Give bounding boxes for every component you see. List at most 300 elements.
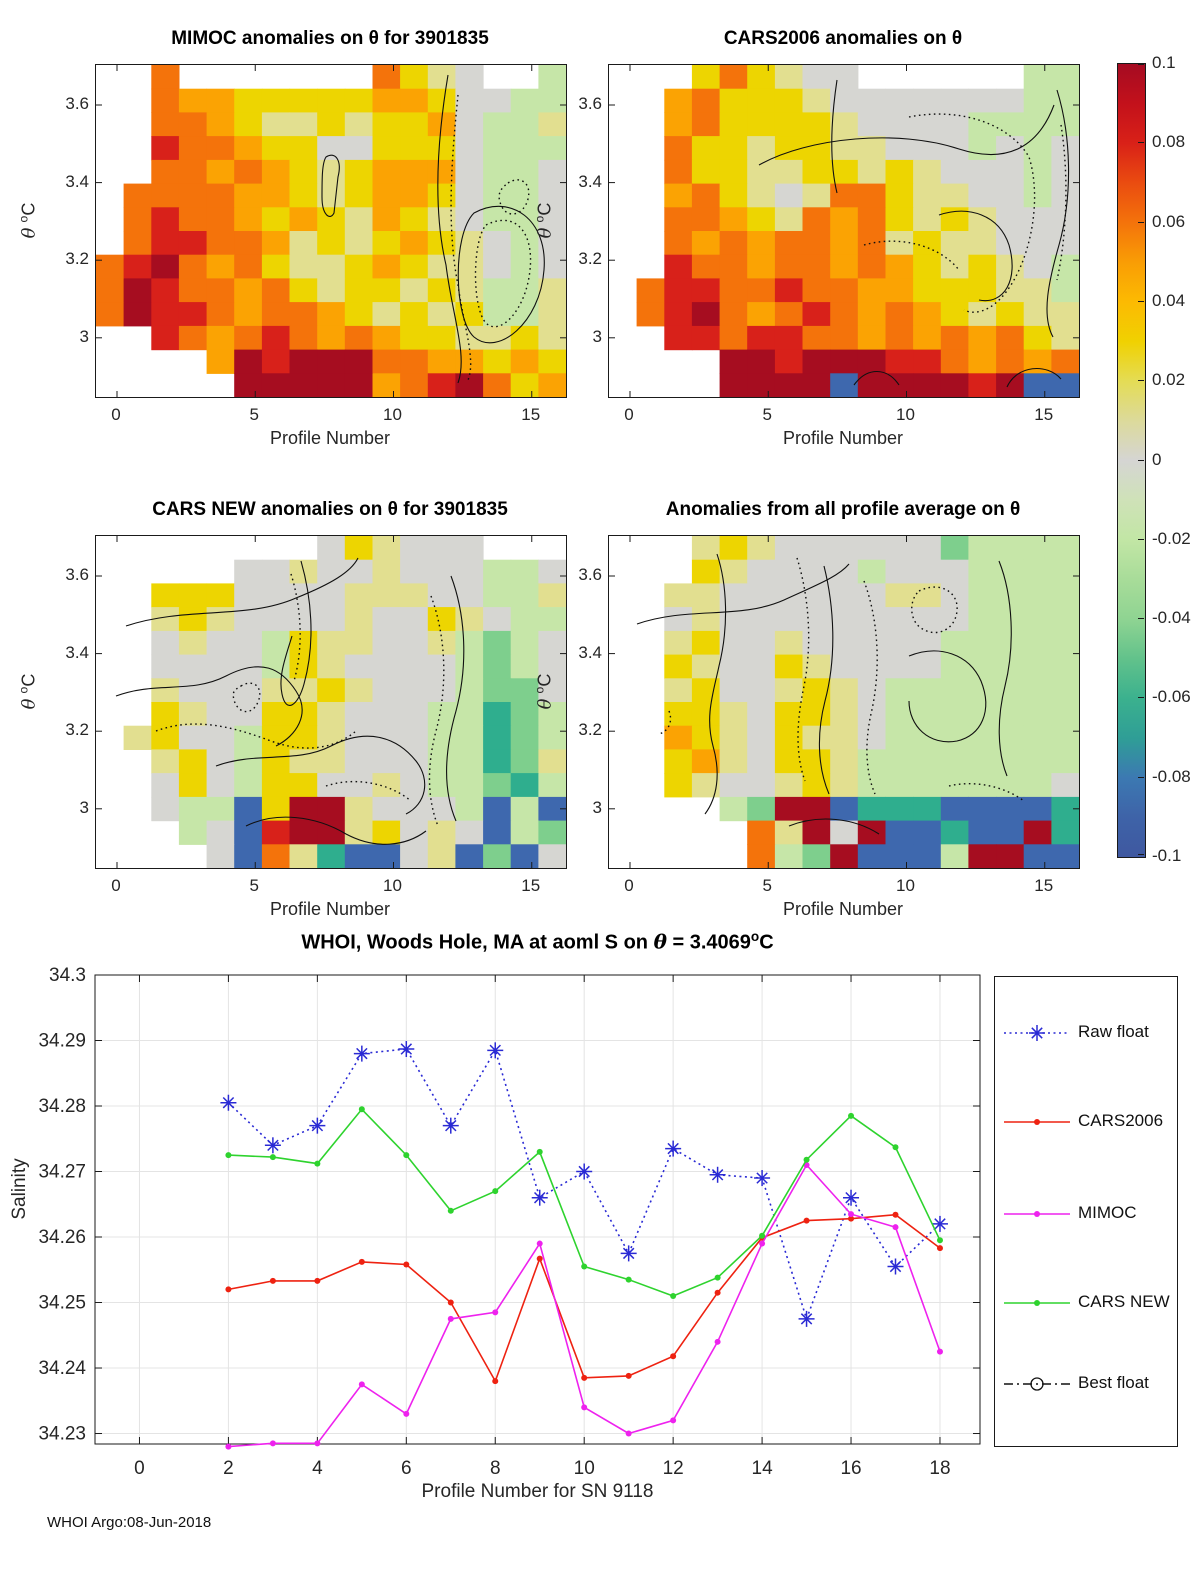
- heat-cell: [968, 631, 996, 655]
- heat-cell: [317, 655, 345, 679]
- heat-cell: [968, 231, 996, 255]
- heat-cell: [886, 350, 914, 374]
- heat-cell: [1051, 583, 1079, 607]
- heat-cell: [179, 607, 207, 631]
- heat-cell: [373, 184, 401, 208]
- heat-cell: [207, 655, 235, 679]
- heat-cell: [234, 184, 262, 208]
- heat-cell: [234, 726, 262, 750]
- heat-cell: [664, 89, 692, 113]
- heat-cell: [538, 350, 566, 374]
- heat-cell: [913, 278, 941, 302]
- heat-cell: [968, 536, 996, 560]
- heat-cell: [345, 702, 373, 726]
- heat-cell: [747, 112, 775, 136]
- heat-cell: [886, 583, 914, 607]
- marker-dot: [848, 1211, 854, 1217]
- heat-cell: [151, 207, 179, 231]
- heat-cell: [692, 255, 720, 279]
- heat-cell: [996, 160, 1024, 184]
- heat-cell: [317, 184, 345, 208]
- tick-label: 5: [249, 405, 259, 424]
- heat-cell: [373, 112, 401, 136]
- heat-cell: [373, 702, 401, 726]
- heat-cell: [400, 231, 428, 255]
- heat-cell: [455, 136, 483, 160]
- heat-cell: [455, 65, 483, 89]
- tick-label: 0.04: [1152, 290, 1186, 310]
- heat-cell: [262, 326, 290, 350]
- heat-cell: [400, 326, 428, 350]
- heat-cell: [720, 702, 748, 726]
- heat-cell: [747, 350, 775, 374]
- heat-cell: [234, 560, 262, 584]
- heat-cell: [400, 350, 428, 374]
- heat-cell: [373, 65, 401, 89]
- heat-cell: [747, 560, 775, 584]
- heat-cell: [428, 678, 456, 702]
- heat-cell: [775, 773, 803, 797]
- heat-cell: [913, 326, 941, 350]
- heat-cell: [511, 326, 539, 350]
- heat-cell: [151, 326, 179, 350]
- tick-label: 3.4: [65, 642, 89, 662]
- heat-cell: [968, 797, 996, 821]
- heat-cell: [262, 607, 290, 631]
- heat-cell: [455, 844, 483, 868]
- heat-cell: [455, 607, 483, 631]
- heat-cell: [538, 749, 566, 773]
- heat-cell: [151, 797, 179, 821]
- line-chart-title: WHOI, Woods Hole, MA at aoml S on $\theta = 3.4069^oC$: [301, 929, 774, 954]
- heat-cell: [179, 749, 207, 773]
- heat-cell: [968, 702, 996, 726]
- heat-cell: [234, 797, 262, 821]
- heat-cell: [400, 112, 428, 136]
- heat-cell: [373, 207, 401, 231]
- heat-cell: [207, 207, 235, 231]
- heat-cell: [886, 326, 914, 350]
- heat-cell: [968, 655, 996, 679]
- heat-cell: [511, 821, 539, 845]
- heat-cell: [428, 373, 456, 397]
- tick-label: 10: [896, 876, 915, 895]
- heat-cell: [996, 302, 1024, 326]
- x-tick-label: 10: [573, 1458, 595, 1479]
- tick-label: 0.1: [1152, 53, 1176, 72]
- heat-cell: [747, 536, 775, 560]
- tick-label: 3.2: [578, 720, 602, 740]
- heat-cell: [692, 607, 720, 631]
- heat-cell: [913, 255, 941, 279]
- heat-cell: [1051, 655, 1079, 679]
- panel-title-carsnew: CARS NEW anomalies on θ for 3901835: [152, 499, 508, 520]
- heat-cell: [373, 136, 401, 160]
- heat-cell: [483, 89, 511, 113]
- heat-cell: [373, 536, 401, 560]
- heat-cell: [207, 112, 235, 136]
- heat-cell: [373, 255, 401, 279]
- heat-cell: [886, 773, 914, 797]
- heat-cell: [830, 350, 858, 374]
- heat-cell: [373, 231, 401, 255]
- heat-cell: [830, 278, 858, 302]
- marker-dot: [626, 1373, 632, 1379]
- marker-dot: [492, 1378, 498, 1384]
- xlabel-profile-number-1: Profile Number: [269, 428, 391, 448]
- heat-cell: [858, 326, 886, 350]
- heat-cell: [803, 821, 831, 845]
- tick-label: -0.04: [1152, 608, 1191, 628]
- tick-label: 3.4: [578, 171, 602, 191]
- tick-label: 3.6: [578, 565, 602, 584]
- heat-cell: [941, 844, 969, 868]
- heat-cell: [400, 678, 428, 702]
- heat-cell: [290, 278, 318, 302]
- heat-cell: [775, 207, 803, 231]
- heat-cell: [664, 583, 692, 607]
- heat-cell: [775, 373, 803, 397]
- heat-cell: [1024, 207, 1052, 231]
- heat-cell: [1051, 773, 1079, 797]
- marker-dot: [715, 1275, 721, 1281]
- heat-cell: [858, 278, 886, 302]
- heat-cell: [886, 655, 914, 679]
- heat-cell: [345, 773, 373, 797]
- heat-cell: [345, 326, 373, 350]
- heat-cell: [1051, 678, 1079, 702]
- heat-cell: [1051, 821, 1079, 845]
- heat-cell: [262, 89, 290, 113]
- heat-cell: [262, 373, 290, 397]
- heat-cell: [234, 773, 262, 797]
- tick-label: 15: [521, 405, 541, 424]
- heat-cell: [692, 160, 720, 184]
- heat-cell: [483, 350, 511, 374]
- heat-cell: [830, 560, 858, 584]
- heat-cell: [483, 112, 511, 136]
- heat-cell: [803, 749, 831, 773]
- heat-cell: [179, 326, 207, 350]
- heat-cell: [830, 583, 858, 607]
- heat-cell: [913, 749, 941, 773]
- heat-cell: [720, 726, 748, 750]
- marker-asterisk: [446, 1120, 456, 1130]
- series-cars2006: [228, 1215, 940, 1381]
- legend-label-cars-new: CARS NEW: [1078, 1292, 1170, 1311]
- heat-cell: [317, 821, 345, 845]
- heat-cell: [428, 583, 456, 607]
- heat-cell: [913, 726, 941, 750]
- heat-cell: [207, 326, 235, 350]
- heat-cell: [538, 65, 566, 89]
- heat-cell: [262, 302, 290, 326]
- heat-cell: [1024, 607, 1052, 631]
- heat-cell: [207, 702, 235, 726]
- heat-cell: [775, 255, 803, 279]
- heat-cell: [262, 773, 290, 797]
- tick-label: 3.2: [65, 249, 89, 269]
- heat-cell: [996, 773, 1024, 797]
- heat-cell: [913, 112, 941, 136]
- heat-cell: [747, 136, 775, 160]
- heat-cell: [483, 160, 511, 184]
- heat-cell: [830, 821, 858, 845]
- heat-cell: [692, 326, 720, 350]
- heat-cell: [664, 184, 692, 208]
- heat-cell: [262, 255, 290, 279]
- x-tick-label: 8: [489, 1458, 501, 1479]
- marker-asterisk: [712, 1170, 722, 1180]
- heat-cell: [720, 560, 748, 584]
- heat-cell: [803, 255, 831, 279]
- heat-cell: [345, 112, 373, 136]
- marker-asterisk: [401, 1044, 411, 1054]
- heat-cell: [1024, 797, 1052, 821]
- heat-cell: [151, 184, 179, 208]
- heat-cell: [455, 631, 483, 655]
- heat-cell: [1051, 350, 1079, 374]
- heat-cell: [913, 231, 941, 255]
- heat-cell: [317, 278, 345, 302]
- marker-dot: [937, 1245, 943, 1251]
- y-tick-label: 34.26: [38, 1227, 86, 1249]
- heat-cell: [775, 631, 803, 655]
- heat-cell: [692, 536, 720, 560]
- heat-cell: [179, 773, 207, 797]
- heat-cell: [1024, 65, 1052, 89]
- tick-label: 3.4: [578, 642, 602, 662]
- marker-asterisk: [801, 1314, 811, 1324]
- heat-cell: [886, 726, 914, 750]
- ylabel-salinity: Salinity: [9, 1158, 30, 1220]
- heat-cell: [538, 302, 566, 326]
- heat-cell: [234, 350, 262, 374]
- heat-cell: [830, 536, 858, 560]
- marker-dot: [670, 1293, 676, 1299]
- heat-cell: [941, 678, 969, 702]
- heat-cell: [317, 797, 345, 821]
- marker-dot: [715, 1290, 721, 1296]
- heat-cell: [803, 278, 831, 302]
- heat-cell: [1024, 89, 1052, 113]
- marker-dot: [893, 1224, 899, 1230]
- colorbar-tick: [1138, 539, 1144, 540]
- colorbar-tick: [1138, 854, 1144, 855]
- heat-cell: [262, 631, 290, 655]
- heat-cell: [886, 560, 914, 584]
- heat-cell: [747, 655, 775, 679]
- marker-asterisk: [401, 1044, 411, 1054]
- heat-cell: [483, 373, 511, 397]
- heat-cell: [996, 326, 1024, 350]
- heat-cell: [373, 160, 401, 184]
- tick-label: 10: [383, 405, 402, 424]
- heat-cell: [747, 373, 775, 397]
- heat-cell: [803, 702, 831, 726]
- heat-cell: [234, 749, 262, 773]
- heat-cell: [511, 560, 539, 584]
- heat-cell: [941, 536, 969, 560]
- x-tick-label: 0: [134, 1458, 145, 1479]
- heat-cell: [483, 678, 511, 702]
- tick-label: -0.06: [1152, 687, 1191, 707]
- heat-cell: [317, 373, 345, 397]
- heat-cell: [511, 136, 539, 160]
- heat-cell: [262, 184, 290, 208]
- heat-cell: [151, 302, 179, 326]
- tick-label: 0.02: [1152, 370, 1186, 390]
- heat-cell: [830, 631, 858, 655]
- heat-cell: [968, 278, 996, 302]
- ylabel-theta-degc-3: θ $^o$C: [16, 673, 40, 710]
- heat-cell: [317, 326, 345, 350]
- heat-cell: [968, 560, 996, 584]
- heat-cell: [455, 726, 483, 750]
- tick-label: 15: [521, 876, 541, 895]
- y-tick-label: 34.27: [38, 1161, 86, 1183]
- heat-cell: [262, 278, 290, 302]
- marker-dot: [759, 1241, 765, 1247]
- heat-cell: [373, 278, 401, 302]
- heat-cell: [858, 160, 886, 184]
- y-tick-label: 34.28: [38, 1096, 86, 1118]
- heat-cell: [1051, 749, 1079, 773]
- heat-cell: [1051, 607, 1079, 631]
- heat-cell: [775, 326, 803, 350]
- heat-cell: [913, 678, 941, 702]
- xlabel-profile-number-4: Profile Number: [782, 899, 904, 919]
- tick-label: 10: [383, 876, 402, 895]
- marker-dot: [403, 1262, 409, 1268]
- heat-cell: [747, 702, 775, 726]
- heat-cell: [941, 726, 969, 750]
- heat-cell: [803, 136, 831, 160]
- heat-cell: [830, 702, 858, 726]
- marker-dot: [848, 1113, 854, 1119]
- heat-cell: [775, 749, 803, 773]
- heat-cell: [179, 231, 207, 255]
- heat-cell: [373, 560, 401, 584]
- heat-cell: [179, 207, 207, 231]
- heat-cell: [290, 631, 318, 655]
- heat-cell: [373, 678, 401, 702]
- heat-cell: [968, 821, 996, 845]
- y-tick-label: 34.23: [38, 1423, 86, 1445]
- heat-cell: [637, 302, 665, 326]
- heat-cell: [941, 326, 969, 350]
- tick-label: 15: [1034, 876, 1054, 895]
- heat-cell: [234, 631, 262, 655]
- heat-cell: [262, 207, 290, 231]
- heat-cell: [373, 631, 401, 655]
- marker-asterisk: [668, 1143, 678, 1153]
- heat-cell: [400, 583, 428, 607]
- heat-cell: [886, 821, 914, 845]
- tick-label: 3: [592, 797, 602, 817]
- xlabel-profile-number-3: Profile Number: [269, 899, 391, 919]
- heat-cell: [179, 726, 207, 750]
- heat-cell: [664, 702, 692, 726]
- heat-cell: [830, 302, 858, 326]
- heat-cell: [511, 773, 539, 797]
- heat-cell: [858, 255, 886, 279]
- heat-cell: [290, 373, 318, 397]
- heat-cell: [941, 607, 969, 631]
- heat-cell: [207, 773, 235, 797]
- heat-cell: [913, 160, 941, 184]
- heat-cell: [858, 136, 886, 160]
- heat-cell: [968, 184, 996, 208]
- tick-label: 0.06: [1152, 211, 1186, 231]
- heat-cell: [913, 350, 941, 374]
- marker-dot: [804, 1162, 810, 1168]
- heat-cell: [968, 583, 996, 607]
- tick-label: 3: [79, 797, 89, 817]
- marker-asterisk: [846, 1193, 856, 1203]
- heat-cell: [830, 726, 858, 750]
- colorbar-tick: [1138, 618, 1144, 619]
- y-tick-label: 34.25: [38, 1292, 86, 1314]
- heat-cell: [747, 773, 775, 797]
- heat-cell: [483, 255, 511, 279]
- tick-label: 5: [249, 876, 259, 895]
- heat-cell: [996, 373, 1024, 397]
- heat-cell: [151, 65, 179, 89]
- heat-cell: [692, 560, 720, 584]
- heat-cell: [455, 160, 483, 184]
- heat-cell: [858, 184, 886, 208]
- heat-cell: [234, 160, 262, 184]
- heat-cell: [290, 350, 318, 374]
- heat-cell: [803, 583, 831, 607]
- heat-cell: [151, 702, 179, 726]
- heat-cell: [262, 112, 290, 136]
- marker-asterisk: [223, 1098, 233, 1108]
- heat-cell: [511, 112, 539, 136]
- heat-cell: [345, 278, 373, 302]
- heat-cell: [886, 749, 914, 773]
- heat-cell: [124, 255, 152, 279]
- legend-label-mimoc: MIMOC: [1078, 1203, 1137, 1222]
- heat-cell: [400, 255, 428, 279]
- heat-cell: [317, 607, 345, 631]
- heat-cell: [234, 844, 262, 868]
- marker-dot: [537, 1149, 543, 1155]
- heat-cell: [1024, 560, 1052, 584]
- theta-symbol: θ: [534, 227, 556, 239]
- heat-cell: [373, 326, 401, 350]
- heat-cell: [941, 373, 969, 397]
- heat-cell: [803, 231, 831, 255]
- heat-cell: [262, 160, 290, 184]
- heat-cell: [483, 797, 511, 821]
- heat-cell: [858, 797, 886, 821]
- heat-cell: [941, 797, 969, 821]
- heat-cell: [317, 255, 345, 279]
- heat-cell: [151, 231, 179, 255]
- heat-cell: [290, 678, 318, 702]
- heat-cell: [775, 184, 803, 208]
- tick-label: 0: [1152, 449, 1162, 469]
- x-tick-label: 12: [662, 1458, 684, 1479]
- heat-cell: [692, 631, 720, 655]
- marker-dot: [937, 1349, 943, 1355]
- marker-asterisk: [757, 1173, 767, 1183]
- heat-cell: [262, 821, 290, 845]
- marker-asterisk: [535, 1193, 545, 1203]
- marker-dot: [893, 1212, 899, 1218]
